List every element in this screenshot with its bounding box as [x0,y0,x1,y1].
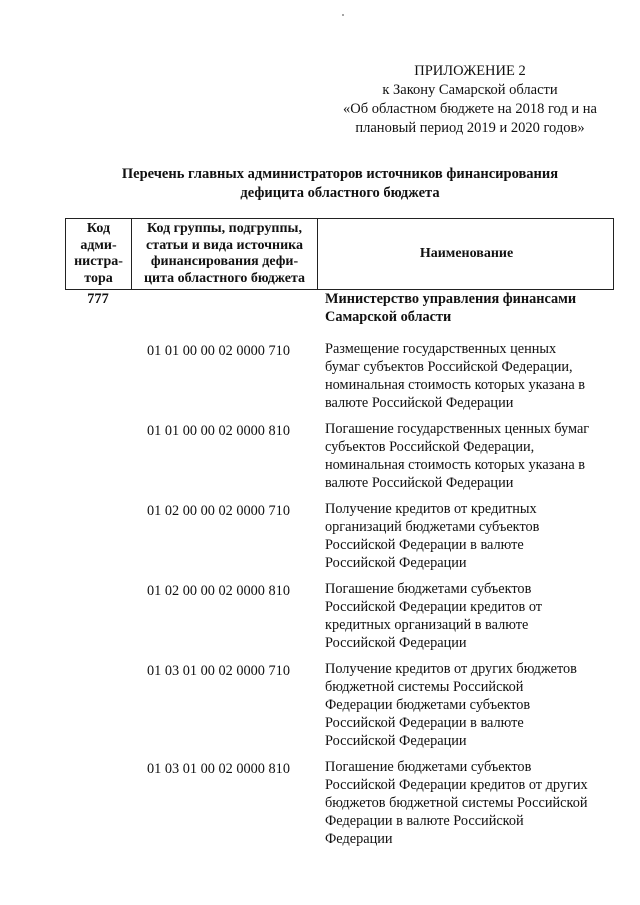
header-admin-code: Код адми- нистра- тора [66,219,132,289]
table-row [65,758,614,848]
source-code: 01 02 00 00 02 0000 710 [147,503,290,519]
annex-number: ПРИЛОЖЕНИЕ 2 [414,63,526,79]
table-row [65,500,614,572]
source-name: Погашение бюджетами субъектов Российской Федерации кредитов от других бюджетов бюджетной системы Российской Федерации в валюте Российской Федерации [325,759,588,847]
ministry-name: Министерство управления финансами Самарской области [325,291,577,325]
source-code: 01 03 01 00 02 0000 810 [147,761,290,777]
header-group-code: Код группы, подгруппы, статьи и вида источника финансирования дефи- цита областного бюджета [132,219,318,289]
title-line-1: Перечень главных администраторов источников финансирования [121,166,559,182]
header-name: Наименование [419,245,514,261]
source-name: Погашение государственных ценных бумаг субъектов Российской Федерации, номинальная стоимость которых указана в валюте Российской Федерации [325,421,590,491]
source-code: 01 01 00 00 02 0000 710 [147,343,290,359]
source-code: 01 03 01 00 02 0000 710 [147,663,290,679]
table-row [65,340,614,412]
sources-table [65,218,614,856]
table-row-ministry [65,290,614,326]
title-line-2: дефицита областного бюджета [240,185,440,201]
page-speck [342,14,344,16]
source-code: 01 02 00 00 02 0000 810 [147,583,290,599]
table-header [65,218,614,290]
source-name: Получение кредитов от других бюджетов бюджетной системы Российской Федерации бюджетами субъектов Российской Федерации в валюте Российской Федерации [325,661,577,749]
annex-law-title: «Об областном бюджете на 2018 год и на [343,101,597,117]
table-row [65,580,614,652]
admin-code: 777 [87,291,109,307]
source-code: 01 01 00 00 02 0000 810 [147,423,290,439]
annex-law-period: плановый период 2019 и 2020 годов» [355,120,585,136]
source-name: Размещение государственных ценных бумаг субъектов Российской Федерации, номинальная стоимость которых указана в валюте Российской Федерации [325,341,585,411]
document-title [90,165,590,203]
annex-header [315,62,625,138]
table-body [65,340,614,848]
table-row [65,660,614,750]
annex-law-ref: к Закону Самарской области [382,82,558,98]
source-name: Получение кредитов от кредитных организаций бюджетами субъектов Российской Федерации в валюте Российской Федерации [325,501,540,571]
source-name: Погашение бюджетами субъектов Российской Федерации кредитов от кредитных организаций в валюте Российской Федерации [325,581,543,651]
table-row [65,420,614,492]
